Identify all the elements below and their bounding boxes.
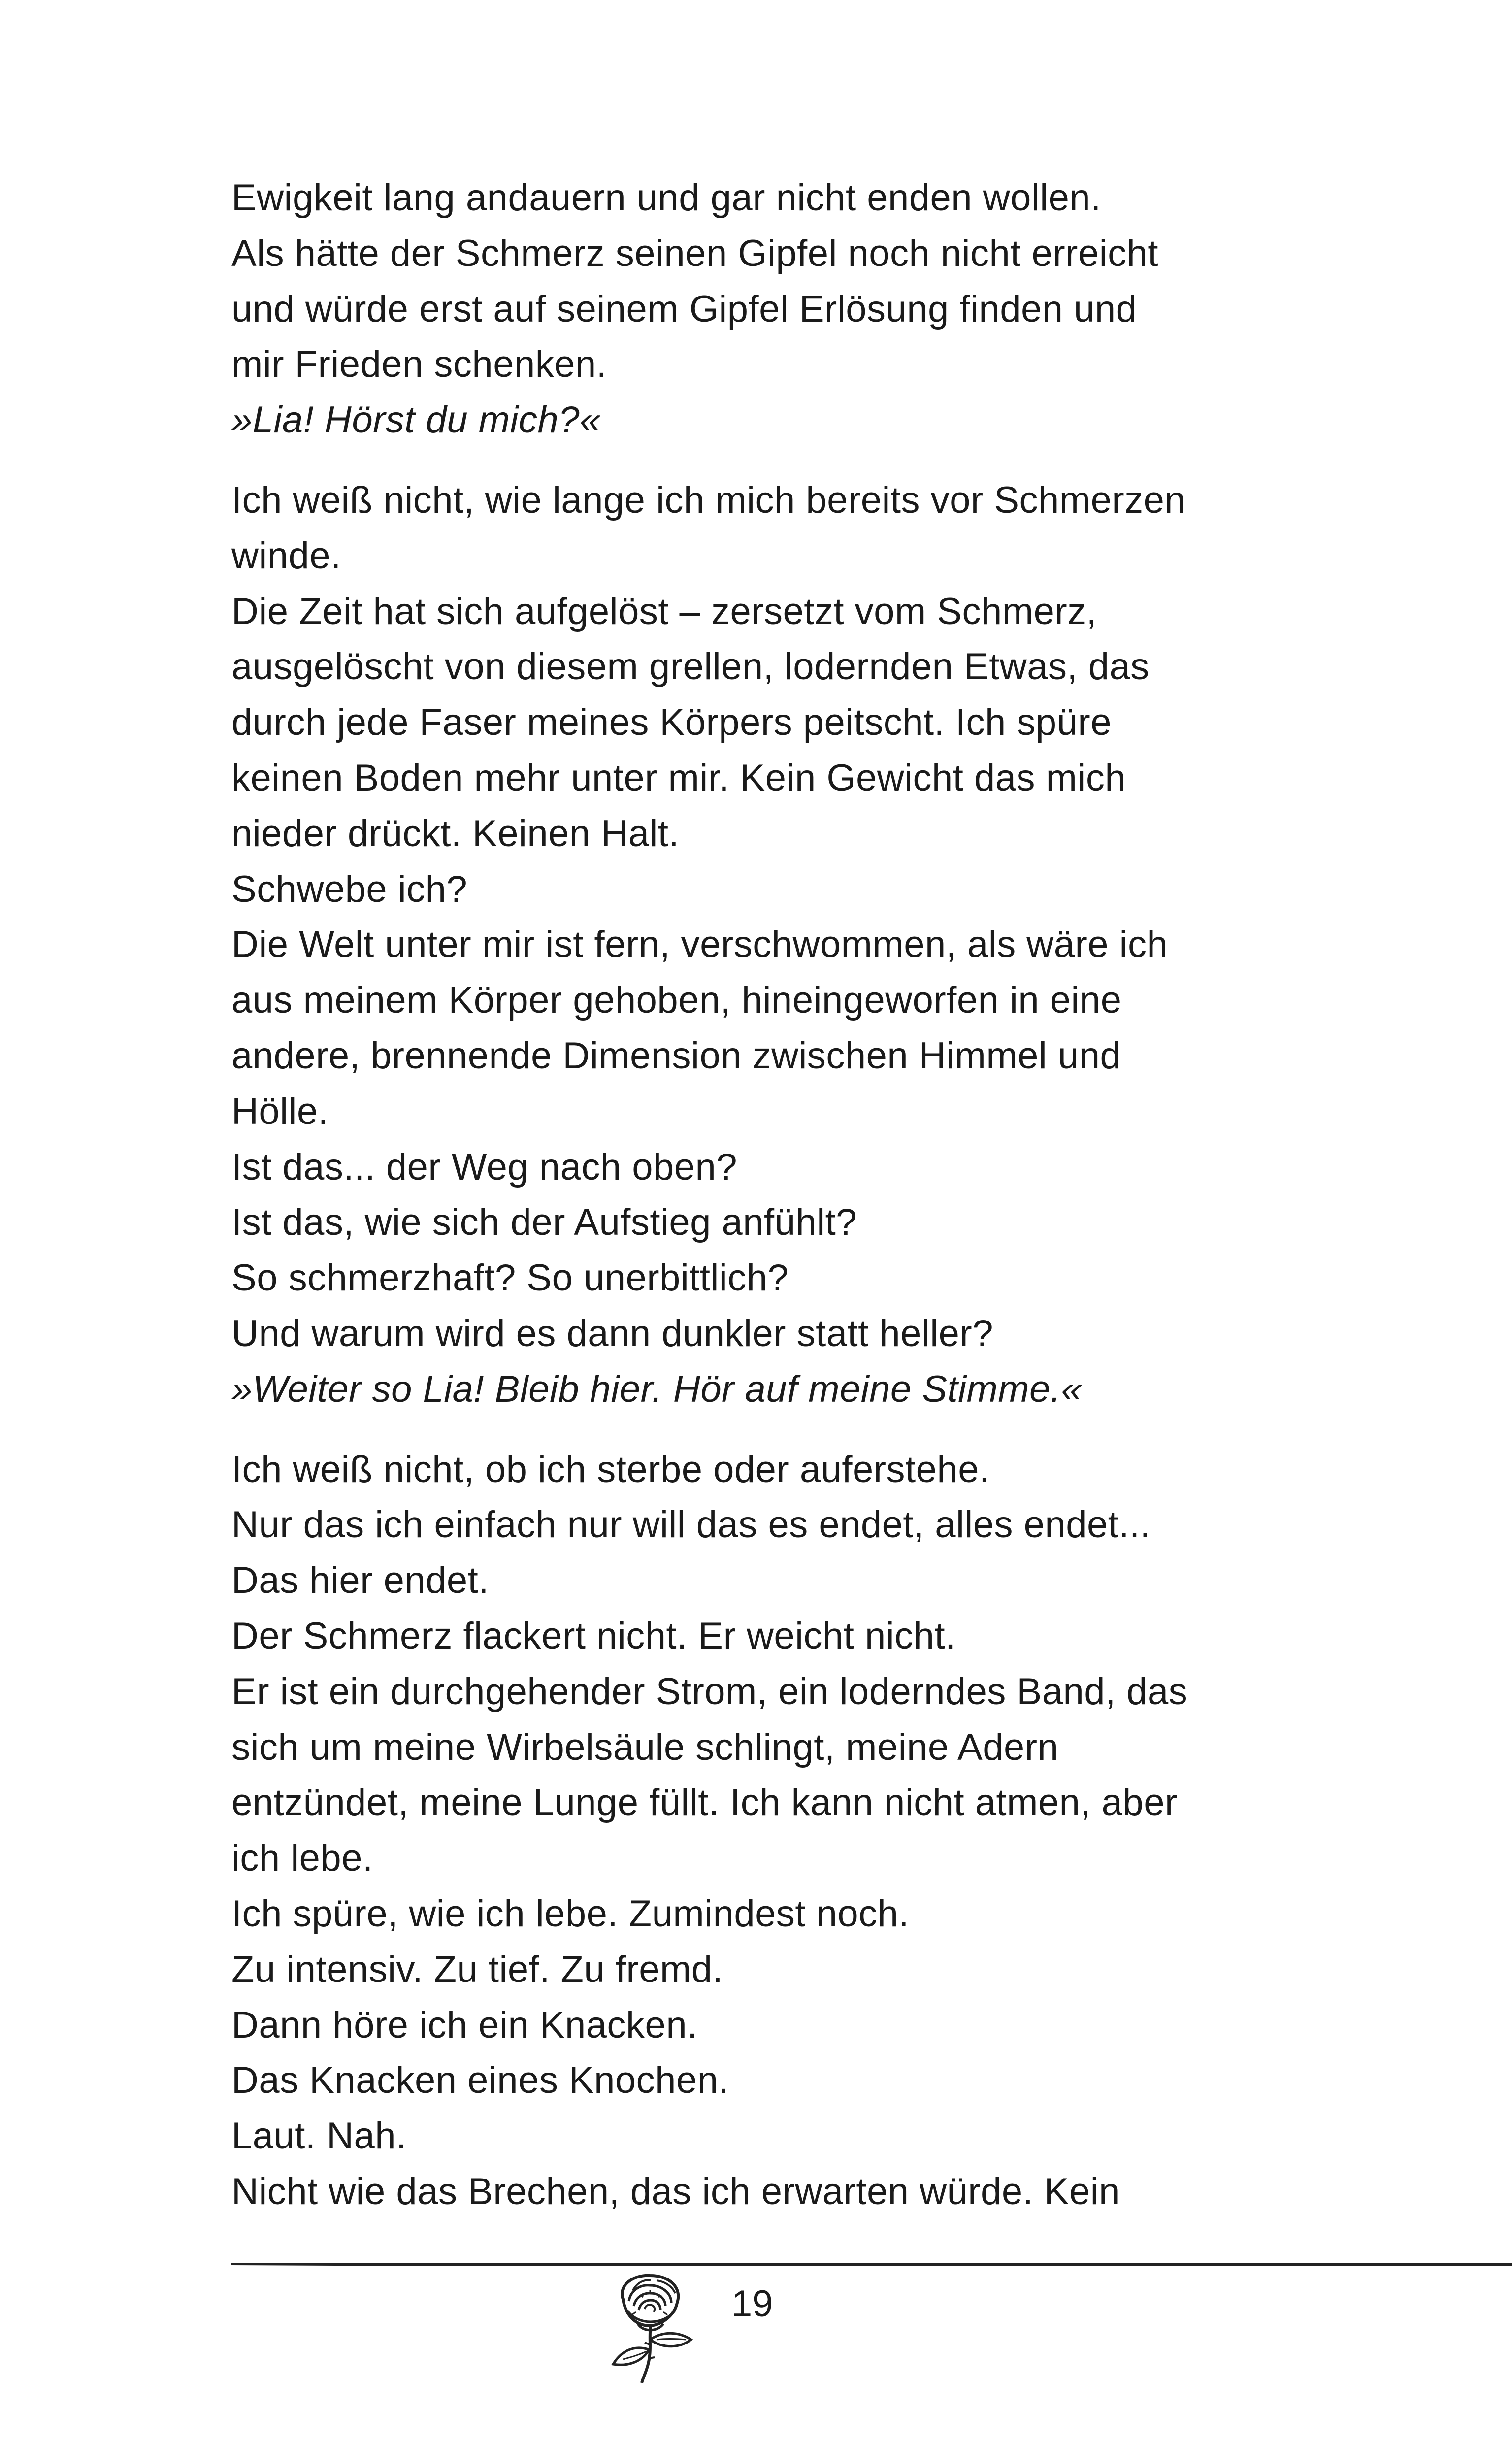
text-line: mir Frieden schenken. [231, 343, 607, 386]
text-line: entzündet, meine Lunge füllt. Ich kann nicht atmen, aber [231, 1782, 1178, 1824]
text-line: Laut. Nah. [231, 2115, 407, 2157]
footer-divider [231, 2263, 1512, 2266]
dialogue-line: »Lia! Hörst du mich?« [231, 399, 601, 441]
text-line: Ich weiß nicht, wie lange ich mich bereits vor Schmerzen [231, 479, 1186, 521]
text-line: durch jede Faser meines Körpers peitscht. Ich spüre [231, 701, 1112, 744]
text-line: Nur das ich einfach nur will das es endet, alles endet... [231, 1504, 1151, 1546]
rose-icon [603, 2271, 697, 2384]
text-line: Das Knacken eines Knochen. [231, 2059, 729, 2102]
text-line: Als hätte der Schmerz seinen Gipfel noch nicht erreicht [231, 232, 1158, 274]
text-line: Die Welt unter mir ist fern, verschwommen, als wäre ich [231, 924, 1168, 966]
text-line: Die Zeit hat sich aufgelöst – zersetzt vom Schmerz, [231, 590, 1097, 632]
paragraph [231, 473, 1335, 1418]
text-line: Und warum wird es dann dunkler statt heller? [231, 1312, 993, 1354]
text-line: Hölle. [231, 1090, 329, 1132]
text-line: Er ist ein durchgehender Strom, ein loderndes Band, das [231, 1670, 1188, 1713]
paragraph [231, 1442, 1335, 2220]
text-line: Das hier endet. [231, 1559, 489, 1602]
text-line: Ewigkeit lang andauern und gar nicht enden wollen. [231, 177, 1101, 219]
text-line: und würde erst auf seinem Gipfel Erlösung finden und [231, 288, 1137, 330]
text-line: Schwebe ich? [231, 868, 468, 910]
text-line: Ist das... der Weg nach oben? [231, 1146, 738, 1188]
text-line: Nicht wie das Brechen, das ich erwarten würde. Kein [231, 2170, 1120, 2212]
paragraph-gap [231, 1418, 1335, 1442]
text-line: Ist das, wie sich der Aufstieg anfühlt? [231, 1201, 857, 1244]
dialogue-line: »Weiter so Lia! Bleib hier. Hör auf meine Stimme.« [231, 1368, 1083, 1410]
text-line: ausgelöscht von diesem grellen, lodernden Etwas, das [231, 646, 1150, 688]
text-line: Dann höre ich ein Knacken. [231, 2004, 698, 2046]
text-line: andere, brennende Dimension zwischen Himmel und [231, 1034, 1121, 1077]
text-line: Ich spüre, wie ich lebe. Zumindest noch. [231, 1892, 910, 1935]
footer-divider-fade [231, 2265, 335, 2266]
text-line: nieder drückt. Keinen Halt. [231, 812, 680, 855]
text-line: sich um meine Wirbelsäule schlingt, meine Adern [231, 1726, 1059, 1768]
paragraph-gap [231, 448, 1335, 473]
text-line: Ich weiß nicht, ob ich sterbe oder auferstehe. [231, 1448, 990, 1490]
paragraph [231, 170, 1335, 448]
text-line: ich lebe. [231, 1837, 373, 1880]
text-line: winde. [231, 534, 341, 577]
page-number: 19 [731, 2283, 773, 2325]
text-line: keinen Boden mehr unter mir. Kein Gewicht das mich [231, 757, 1126, 799]
text-line: aus meinem Körper gehoben, hineingeworfen in eine [231, 979, 1122, 1022]
text-line: Der Schmerz flackert nicht. Er weicht nicht. [231, 1615, 956, 1657]
text-line: So schmerzhaft? So unerbittlich? [231, 1257, 789, 1299]
body-text [231, 170, 1335, 2220]
text-line: Zu intensiv. Zu tief. Zu fremd. [231, 1948, 723, 1990]
